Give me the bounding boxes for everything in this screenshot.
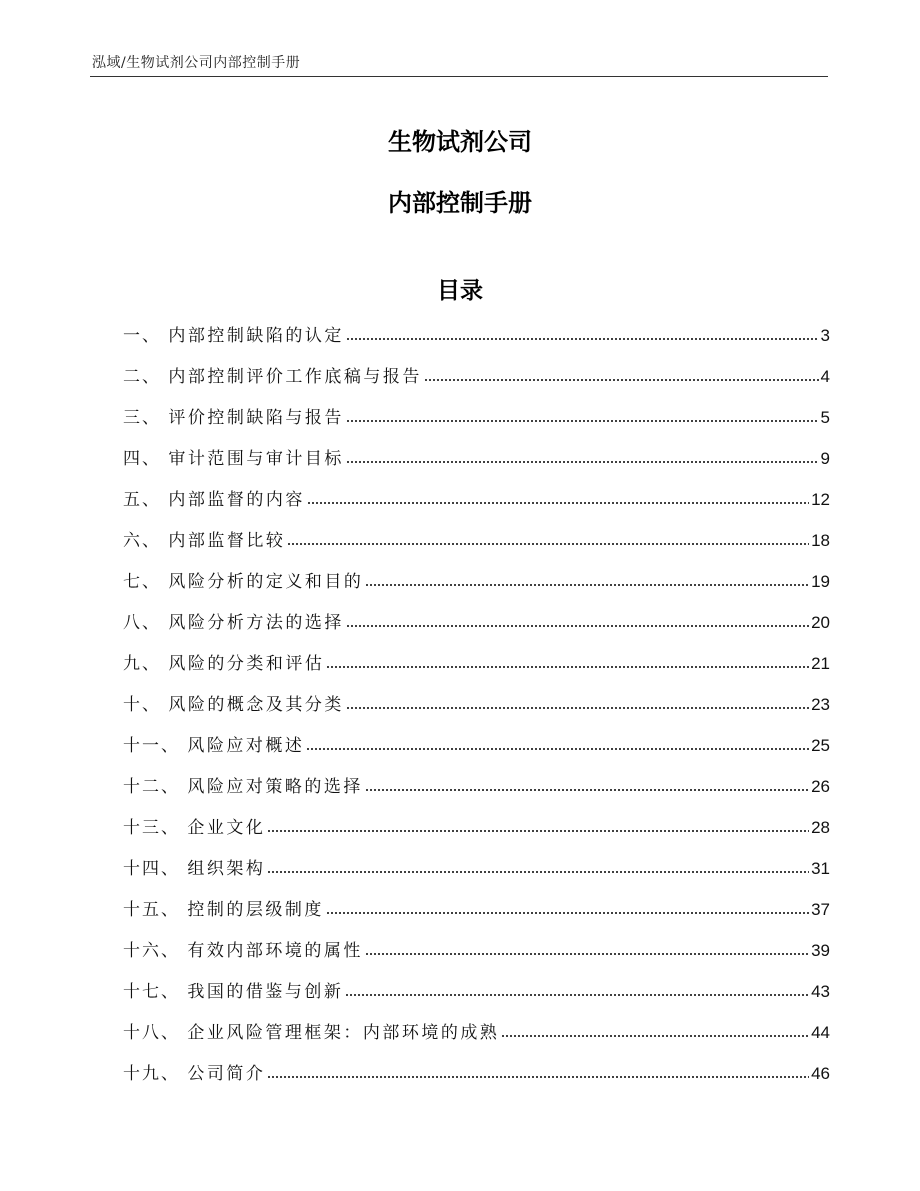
toc-entry-number: 二、 bbox=[123, 367, 169, 387]
toc-entry-title: 内部监督的内容 bbox=[168, 490, 305, 510]
toc-entry[interactable] bbox=[123, 322, 830, 363]
toc-entry-number: 十六、 bbox=[123, 941, 188, 961]
toc-entry-page: 18 bbox=[811, 531, 830, 550]
document-title-manual: 内部控制手册 bbox=[388, 189, 532, 217]
toc-entry[interactable] bbox=[123, 527, 830, 568]
toc-entry-title: 内部控制评价工作底稿与报告 bbox=[168, 367, 422, 387]
toc-entry-title: 内部监督比较 bbox=[168, 531, 286, 551]
toc-entry-number: 十三、 bbox=[123, 818, 188, 838]
running-header: 泓域/生物试剂公司内部控制手册 bbox=[92, 55, 301, 71]
table-of-contents bbox=[123, 322, 830, 1101]
toc-entry[interactable] bbox=[123, 404, 830, 445]
toc-entry[interactable] bbox=[123, 363, 830, 404]
header-divider bbox=[90, 76, 828, 77]
toc-heading: 目录 bbox=[437, 278, 483, 304]
toc-dot-leader bbox=[306, 747, 809, 751]
toc-dot-leader bbox=[346, 706, 809, 710]
toc-entry-title: 风险应对概述 bbox=[187, 736, 305, 756]
toc-entry[interactable] bbox=[123, 896, 830, 937]
toc-entry[interactable] bbox=[123, 1019, 830, 1060]
toc-entry-number: 七、 bbox=[123, 572, 169, 592]
toc-dot-leader bbox=[346, 624, 809, 628]
document-title-company: 生物试剂公司 bbox=[388, 128, 532, 156]
toc-dot-leader bbox=[287, 542, 809, 546]
toc-entry-page: 28 bbox=[811, 818, 830, 837]
toc-dot-leader bbox=[307, 501, 809, 505]
toc-entry-page: 37 bbox=[811, 900, 830, 919]
toc-entry-page: 12 bbox=[811, 490, 830, 509]
toc-dot-leader bbox=[346, 460, 819, 464]
toc-entry[interactable] bbox=[123, 650, 830, 691]
toc-entry-title: 控制的层级制度 bbox=[187, 900, 324, 920]
toc-entry-number: 四、 bbox=[123, 449, 169, 469]
toc-entry-title: 企业文化 bbox=[187, 818, 266, 838]
toc-entry[interactable] bbox=[123, 732, 830, 773]
toc-dot-leader bbox=[267, 1075, 809, 1079]
toc-entry[interactable] bbox=[123, 814, 830, 855]
toc-dot-leader bbox=[365, 952, 809, 956]
toc-entry-number: 九、 bbox=[123, 654, 169, 674]
toc-dot-leader bbox=[501, 1034, 809, 1038]
toc-dot-leader bbox=[326, 665, 809, 669]
toc-entry[interactable] bbox=[123, 486, 830, 527]
toc-entry[interactable] bbox=[123, 1060, 830, 1101]
toc-entry-title: 有效内部环境的属性 bbox=[187, 941, 363, 961]
toc-dot-leader bbox=[345, 993, 809, 997]
toc-entry-number: 五、 bbox=[123, 490, 169, 510]
toc-dot-leader bbox=[424, 378, 819, 382]
toc-dot-leader bbox=[267, 829, 809, 833]
toc-entry-number: 六、 bbox=[123, 531, 169, 551]
toc-entry-title: 组织架构 bbox=[187, 859, 266, 879]
toc-entry-number: 十四、 bbox=[123, 859, 188, 879]
toc-entry-page: 39 bbox=[811, 941, 830, 960]
toc-entry[interactable] bbox=[123, 978, 830, 1019]
toc-entry-page: 23 bbox=[811, 695, 830, 714]
toc-entry-page: 5 bbox=[820, 408, 830, 427]
toc-entry-page: 26 bbox=[811, 777, 830, 796]
toc-dot-leader bbox=[365, 583, 809, 587]
toc-dot-leader bbox=[346, 419, 819, 423]
toc-entry-page: 31 bbox=[811, 859, 830, 878]
toc-entry-number: 八、 bbox=[123, 613, 169, 633]
toc-entry-number: 十八、 bbox=[123, 1023, 188, 1043]
toc-entry-title: 风险分析的定义和目的 bbox=[168, 572, 364, 592]
toc-entry-page: 46 bbox=[811, 1064, 830, 1083]
toc-entry[interactable] bbox=[123, 445, 830, 486]
toc-entry-title: 风险的分类和评估 bbox=[168, 654, 325, 674]
toc-entry-number: 十九、 bbox=[123, 1064, 188, 1084]
toc-entry-number: 十五、 bbox=[123, 900, 188, 920]
toc-entry-page: 44 bbox=[811, 1023, 830, 1042]
toc-dot-leader bbox=[267, 870, 809, 874]
toc-entry[interactable] bbox=[123, 609, 830, 650]
toc-entry-title: 公司简介 bbox=[187, 1064, 266, 1084]
toc-entry-title: 风险的概念及其分类 bbox=[168, 695, 344, 715]
toc-entry-page: 4 bbox=[820, 367, 830, 386]
toc-entry-page: 43 bbox=[811, 982, 830, 1001]
toc-dot-leader bbox=[326, 911, 809, 915]
toc-entry-page: 3 bbox=[820, 326, 830, 345]
toc-dot-leader bbox=[346, 337, 819, 341]
toc-entry-title: 内部控制缺陷的认定 bbox=[168, 326, 344, 346]
toc-entry-page: 20 bbox=[811, 613, 830, 632]
toc-entry[interactable] bbox=[123, 855, 830, 896]
toc-entry-number: 十七、 bbox=[123, 982, 188, 1002]
toc-entry-title: 风险应对策略的选择 bbox=[187, 777, 363, 797]
toc-entry-number: 十、 bbox=[123, 695, 169, 715]
toc-entry[interactable] bbox=[123, 568, 830, 609]
toc-entry-title: 企业风险管理框架：内部环境的成熟 bbox=[187, 1023, 500, 1043]
toc-entry-number: 十一、 bbox=[123, 736, 188, 756]
toc-entry-page: 19 bbox=[811, 572, 830, 591]
toc-entry-title: 审计范围与审计目标 bbox=[168, 449, 344, 469]
toc-entry-title: 风险分析方法的选择 bbox=[168, 613, 344, 633]
toc-entry-title: 我国的借鉴与创新 bbox=[187, 982, 344, 1002]
toc-entry-number: 一、 bbox=[123, 326, 169, 346]
toc-entry-number: 十二、 bbox=[123, 777, 188, 797]
toc-entry-title: 评价控制缺陷与报告 bbox=[168, 408, 344, 428]
toc-entry-page: 25 bbox=[811, 736, 830, 755]
toc-entry[interactable] bbox=[123, 937, 830, 978]
toc-dot-leader bbox=[365, 788, 809, 792]
toc-entry-page: 9 bbox=[820, 449, 830, 468]
toc-entry-page: 21 bbox=[811, 654, 830, 673]
toc-entry-number: 三、 bbox=[123, 408, 169, 428]
toc-entry[interactable] bbox=[123, 773, 830, 814]
toc-entry[interactable] bbox=[123, 691, 830, 732]
